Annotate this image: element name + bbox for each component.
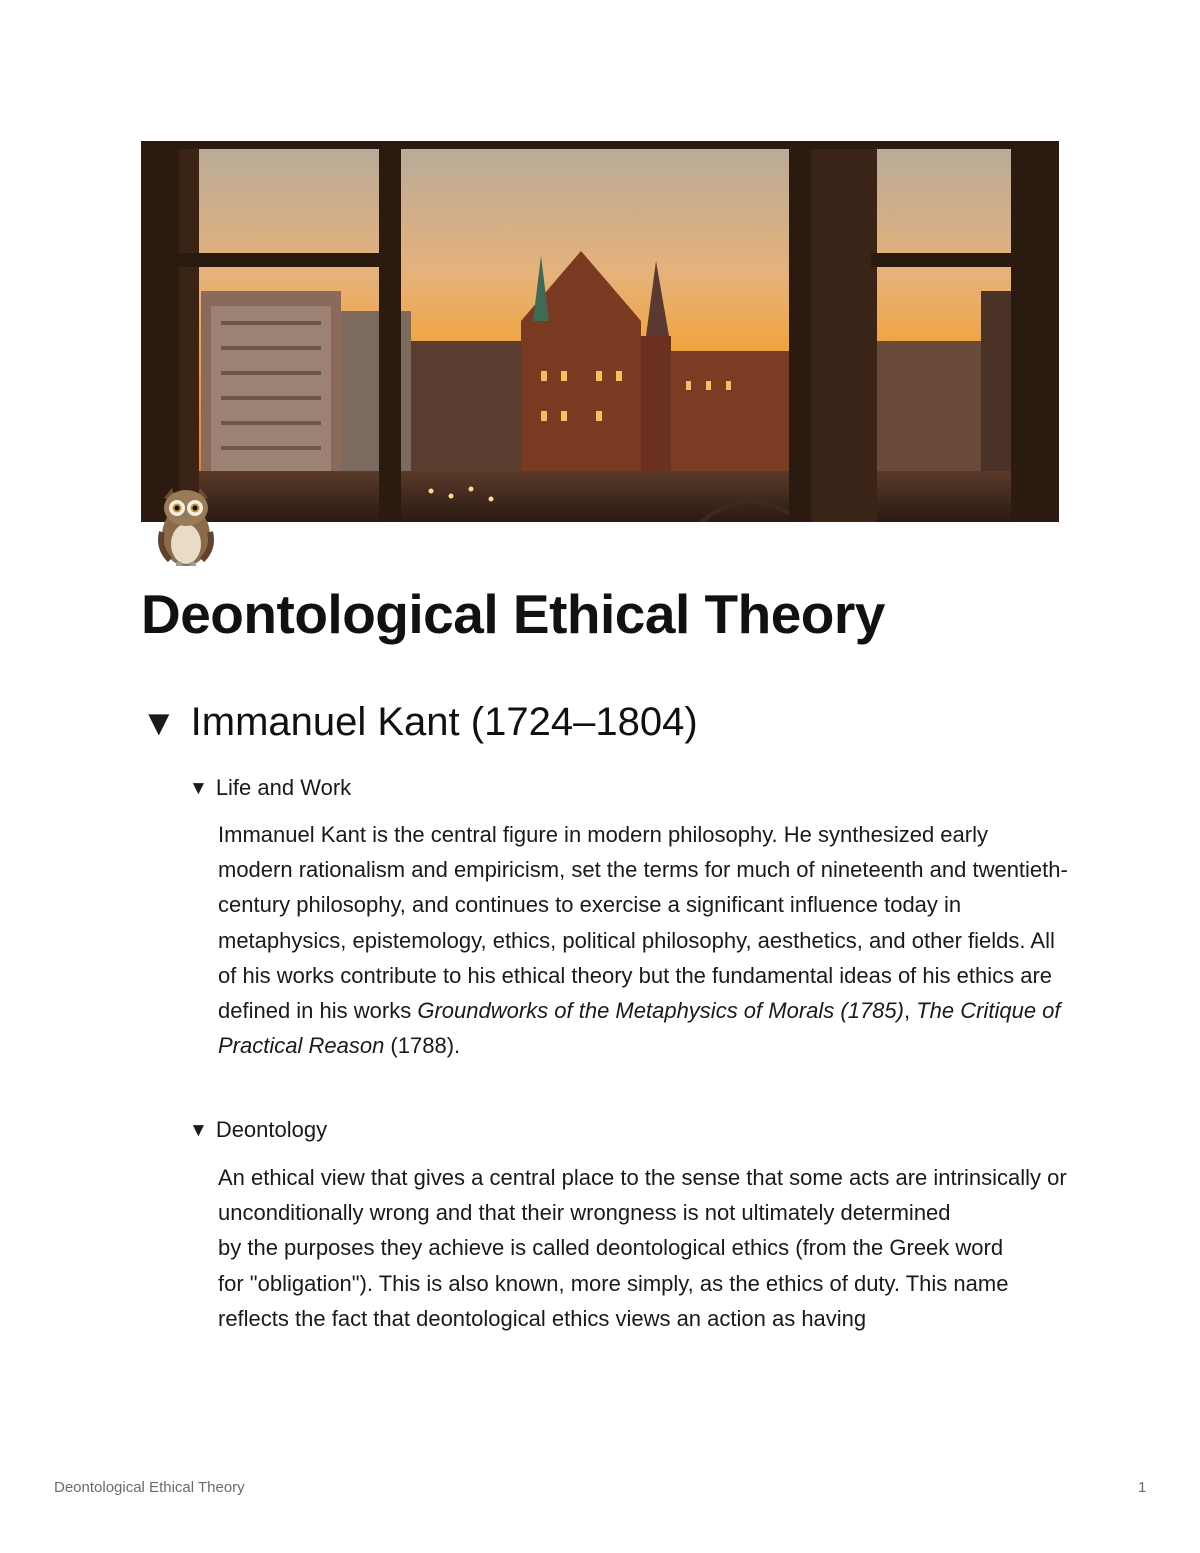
life-and-work-paragraph bbox=[218, 817, 1068, 1063]
paragraph-line: by the purposes they achieve is called deontological ethics (from the Greek word bbox=[218, 1235, 1004, 1261]
paragraph-line: for "obligation"). This is also known, more simply, as the ethics of duty. This name reflects the fact that deontological ethics views an action as having bbox=[218, 1270, 1009, 1331]
deontology-paragraph bbox=[218, 1160, 1068, 1336]
cover-image bbox=[141, 141, 1059, 522]
paragraph-text: , bbox=[903, 998, 917, 1024]
italic-title: The Critique of Practical Reason bbox=[218, 998, 1061, 1059]
paragraph-text: (1788). bbox=[384, 1033, 461, 1059]
toggle-deontology[interactable] bbox=[189, 1117, 327, 1143]
paragraph-text: Immanuel Kant is the central figure in modern philosophy. He synthesized early modern rationalism and empiricism, set the terms for much of nineteenth and twentieth-century philosophy, and continues to exercise a significant influence today in metaphysics, epistemology, ethics, political philosophy, aesthetics, and other fields. All of his works contribute to his ethical theory but the fundamental ideas of his ethics are defined in his works bbox=[218, 822, 1068, 1024]
owl-icon bbox=[156, 484, 216, 568]
page-number: 1 bbox=[1138, 1479, 1147, 1496]
toggle-life-and-work[interactable] bbox=[189, 775, 351, 801]
italic-title: Groundworks of the Metaphysics of Morals (1785) bbox=[417, 998, 904, 1024]
section-heading: Immanuel Kant (1724–1804) bbox=[190, 700, 698, 744]
toggle-triangle-icon[interactable]: ▼ bbox=[189, 1119, 208, 1141]
toggle-triangle-icon[interactable]: ▼ bbox=[189, 777, 208, 799]
toggle-label: Deontology bbox=[215, 1117, 328, 1142]
toggle-label: Life and Work bbox=[215, 775, 352, 800]
toggle-triangle-icon[interactable]: ▼ bbox=[141, 701, 177, 743]
footer-title: Deontological Ethical Theory bbox=[54, 1479, 245, 1496]
toggle-heading-kant[interactable] bbox=[141, 700, 698, 745]
paragraph-line: An ethical view that gives a central place to the sense that some acts are intrinsically or unconditionally wrong and that their wrongness is not ultimately determined bbox=[218, 1165, 1067, 1226]
page-title: Deontological Ethical Theory bbox=[141, 583, 885, 645]
